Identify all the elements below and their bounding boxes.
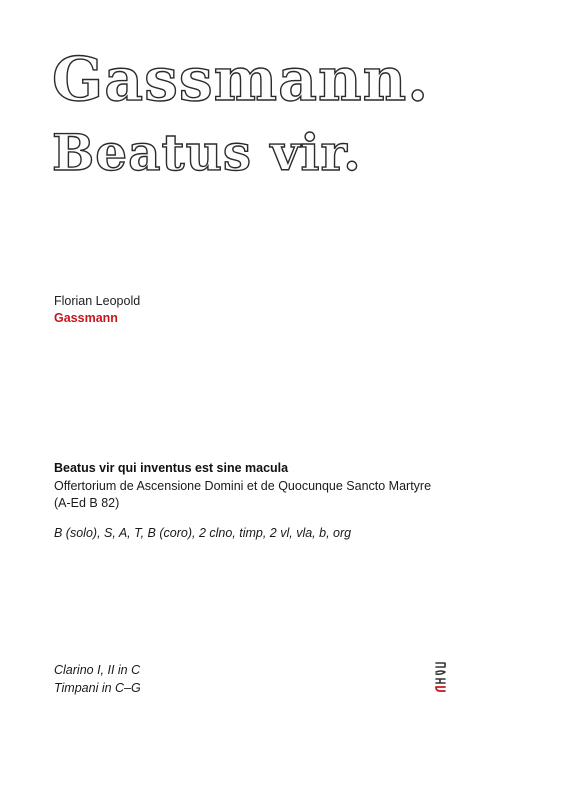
- work-subtitle: Offertorium de Ascensione Domini et de Quocunque Sancto Martyre: [54, 478, 432, 493]
- work-instrumentation: B (solo), S, A, T, B (coro), 2 clno, timp, 2 vl, vla, b, org: [54, 525, 352, 540]
- instrument-notes: [54, 662, 141, 697]
- timpani-note: Timpani in C–G: [54, 680, 141, 695]
- composer-surname: Gassmann: [54, 311, 118, 325]
- title-composer-name: Gassmann.: [52, 45, 430, 115]
- composer-block: [54, 293, 140, 327]
- composer-first-names: Florian Leopold: [54, 294, 141, 308]
- work-catalog-number: (A-Ed B 82): [54, 496, 120, 510]
- clarino-note: Clarino I, II in C: [54, 663, 141, 677]
- publisher-logo-icon: [433, 660, 449, 694]
- title-work-name: Beatus vir.: [52, 123, 362, 182]
- work-info: [54, 460, 514, 542]
- work-title: Beatus vir qui inventus est sine macula: [54, 461, 289, 475]
